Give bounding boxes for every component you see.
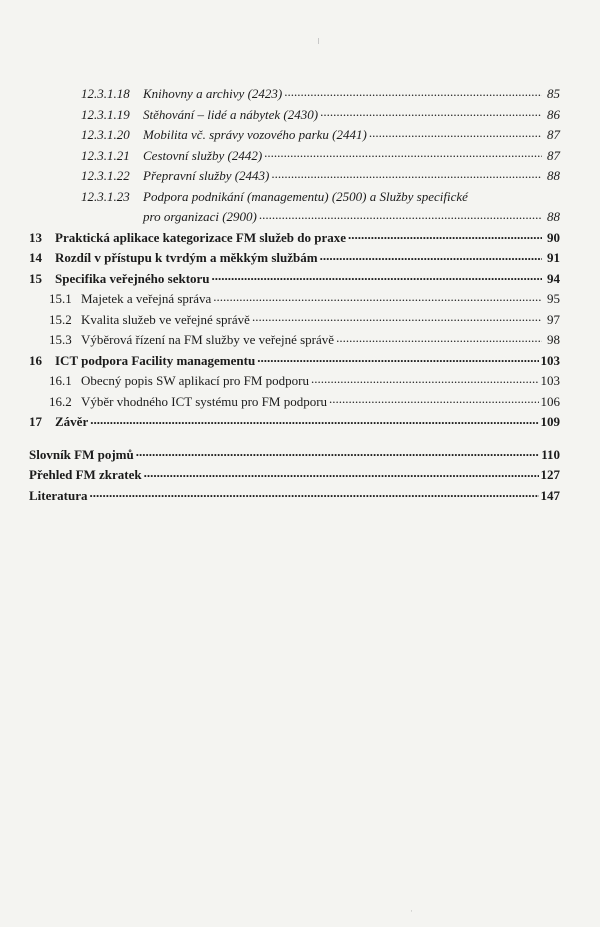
toc-section[interactable] [29, 330, 560, 351]
toc-page: 97 [547, 311, 560, 327]
toc-number: 13 [29, 229, 42, 245]
leader-dots [271, 170, 542, 180]
toc-title: Literatura [29, 487, 88, 503]
toc-entry-continuation[interactable] [29, 207, 560, 228]
leader-dots [311, 375, 539, 385]
toc-page: 103 [540, 352, 560, 368]
toc-page: 88 [547, 168, 560, 183]
toc-page: 91 [547, 250, 560, 265]
toc-number: 12.3.1.21 [81, 147, 130, 163]
toc-number: 16 [29, 352, 42, 368]
toc-number: 12.3.1.23 [81, 188, 130, 204]
toc-title: Výběrová řízení na FM služby ve veřejné správě [81, 332, 335, 347]
toc-number: 16.1 [49, 373, 72, 388]
toc-title: ICT podpora Facility managementu [55, 352, 256, 368]
toc-number: 12.3.1.22 [81, 168, 130, 183]
toc-page: 147 [540, 487, 560, 503]
toc-chapter[interactable] [29, 228, 560, 249]
toc-title: Majetek a veřejná správa [81, 291, 212, 306]
toc-title: Kvalita služeb ve veřejné správě [81, 311, 250, 327]
toc-title: Stěhování – lidé a nábytek (2430) [143, 106, 319, 122]
toc-chapter[interactable] [29, 351, 560, 372]
toc-page: 90 [547, 229, 560, 245]
toc-page: 87 [547, 147, 560, 163]
toc-number: 15 [29, 270, 42, 286]
toc-title: pro organizaci (2900) [143, 209, 257, 224]
toc-page: 103 [540, 373, 560, 388]
paper-speck: · [410, 906, 413, 916]
toc-back-matter[interactable] [29, 465, 560, 486]
leader-dots [284, 88, 542, 98]
leader-dots [259, 211, 542, 221]
toc-page: 95 [547, 291, 560, 306]
leader-dots [252, 314, 542, 324]
toc-section[interactable] [29, 392, 560, 413]
paper-mark [318, 38, 319, 44]
toc-back-matter[interactable] [29, 486, 560, 507]
toc-entry[interactable] [29, 125, 560, 146]
toc-title: Mobilita vč. správy vozového parku (2441) [143, 127, 367, 142]
toc-title: Přehled FM zkratek [29, 467, 142, 482]
toc-page: 86 [547, 106, 560, 122]
toc-page: 85 [547, 86, 560, 101]
leader-dots [90, 416, 538, 426]
toc-section[interactable] [29, 310, 560, 331]
leader-dots [336, 334, 542, 344]
leader-dots [213, 293, 542, 303]
toc-title: Knihovny a archivy (2423) [143, 86, 283, 101]
toc-page: 88 [547, 209, 560, 224]
toc-page: 109 [540, 414, 560, 429]
toc-number: 15.1 [49, 291, 72, 306]
toc-title: Praktická aplikace kategorizace FM služeb do praxe [55, 229, 347, 245]
toc-chapter[interactable] [29, 412, 560, 433]
toc-entry[interactable] [29, 166, 560, 187]
toc-title: Výběr vhodného ICT systému pro FM podporu [81, 393, 328, 409]
toc-title: Přepravní služby (2443) [143, 168, 270, 183]
toc-section[interactable] [29, 371, 560, 392]
toc-page: 94 [547, 270, 560, 286]
leader-dots [320, 109, 542, 119]
leader-dots [264, 150, 542, 160]
toc-title: Obecný popis SW aplikací pro FM podporu [81, 373, 309, 388]
leader-dots [257, 355, 538, 365]
toc-page: 106 [540, 393, 560, 409]
table-of-contents [29, 84, 560, 506]
toc-chapter[interactable] [29, 248, 560, 269]
toc-number: 12.3.1.19 [81, 106, 130, 122]
toc-title: Podpora podnikání (managementu) (2500) a Služby specifické [143, 188, 468, 204]
toc-entry[interactable] [29, 146, 560, 167]
toc-page: 110 [541, 446, 560, 462]
toc-number: 15.3 [49, 332, 72, 347]
toc-number: 16.2 [49, 393, 72, 409]
toc-chapter[interactable] [29, 269, 560, 290]
toc-number: 12.3.1.18 [81, 86, 130, 101]
toc-title: Specifika veřejného sektoru [55, 270, 210, 286]
toc-number: 12.3.1.20 [81, 127, 130, 142]
toc-number: 17 [29, 414, 42, 429]
leader-dots [320, 252, 542, 262]
leader-dots [89, 490, 538, 500]
toc-entry[interactable] [29, 84, 560, 105]
spacer [29, 433, 560, 445]
toc-title: Slovník FM pojmů [29, 446, 134, 462]
toc-number: 14 [29, 250, 42, 265]
leader-dots [369, 129, 542, 139]
toc-page: 98 [547, 332, 560, 347]
leader-dots [212, 273, 542, 283]
toc-number: 15.2 [49, 311, 72, 327]
toc-title: Závěr [55, 414, 89, 429]
leader-dots [329, 396, 538, 406]
toc-entry[interactable] [29, 105, 560, 126]
leader-dots [144, 469, 539, 479]
toc-title: Rozdíl v přístupu k tvrdým a měkkým službám [55, 250, 318, 265]
toc-section[interactable] [29, 289, 560, 310]
toc-page: 127 [540, 467, 560, 482]
toc-entry[interactable] [29, 187, 560, 208]
toc-title: Cestovní služby (2442) [143, 147, 263, 163]
toc-back-matter[interactable] [29, 445, 560, 466]
leader-dots [136, 449, 539, 459]
leader-dots [348, 232, 542, 242]
toc-page: 87 [547, 127, 560, 142]
